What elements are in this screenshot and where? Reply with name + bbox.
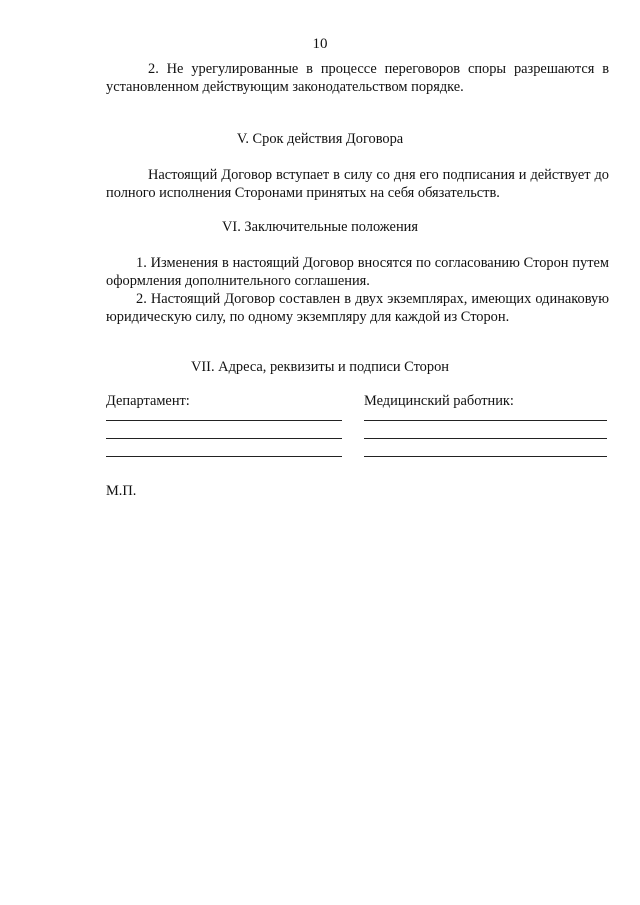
page-number: 10 bbox=[312, 36, 328, 52]
department-signature-line-3 bbox=[106, 456, 342, 457]
heading-section-6: VI. Заключительные положения bbox=[222, 219, 418, 235]
stamp-label: М.П. bbox=[106, 483, 137, 499]
medical-worker-signature-line-1 bbox=[364, 420, 607, 421]
medical-worker-signature-line-2 bbox=[364, 438, 607, 439]
medical-worker-signature-line-3 bbox=[364, 456, 607, 457]
paragraph-changes: 1. Изменения в настоящий Договор вносятся по согласованию Сторон путем оформления дополнительного соглашения. bbox=[106, 255, 609, 289]
medical-worker-label: Медицинский работник: bbox=[364, 393, 514, 409]
paragraph-copies: 2. Настоящий Договор составлен в двух экземплярах, имеющих одинаковую юридическую силу, по одному экземпляру для каждой из Сторон. bbox=[106, 291, 609, 325]
paragraph-term: Настоящий Договор вступает в силу со дня его подписания и действует до полного исполнения Сторонами принятых на себя обязательств. bbox=[106, 167, 609, 201]
department-signature-line-1 bbox=[106, 420, 342, 421]
department-signature-line-2 bbox=[106, 438, 342, 439]
paragraph-disputes: 2. Не урегулированные в процессе переговоров споры разрешаются в установленном действующим законодательством порядке. bbox=[106, 61, 609, 95]
heading-section-5: V. Срок действия Договора bbox=[236, 131, 404, 147]
heading-section-7: VII. Адреса, реквизиты и подписи Сторон bbox=[191, 359, 449, 375]
department-label: Департамент: bbox=[106, 393, 190, 409]
